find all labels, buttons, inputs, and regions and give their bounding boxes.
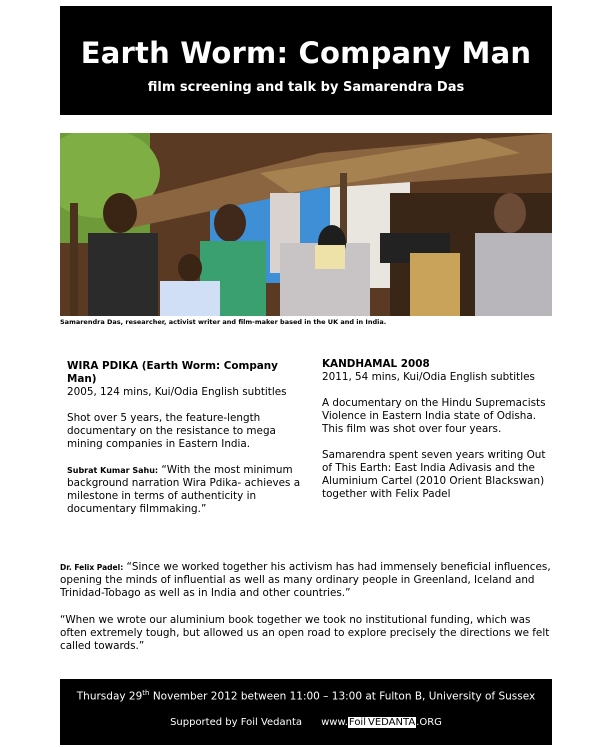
film1-quote-author: Subrat Kumar Sahu: [67, 466, 159, 475]
event-date-prefix: Thursday 29 [76, 690, 143, 703]
film2-title: KANDHAMAL 2008 [322, 358, 430, 370]
poster-header [60, 6, 552, 115]
photo-caption: Samarendra Das, researcher, activist writer and film-maker based in the UK and in India. [60, 318, 387, 326]
supported-by: Supported by Foil Vedanta [170, 716, 303, 728]
padel-quote: “Since we worked together his activism has had immensely beneficial influences, opening the minds of influential as well as many ordinary people in Greenland, Iceland and Trinidad-Tobago as well as in India and other countries.” [60, 561, 551, 600]
padel-name: Dr. Felix Padel: [60, 563, 124, 572]
film1-description: Shot over 5 years, the feature-length documentary on the resistance to mega mining companies in Eastern India. [67, 412, 276, 450]
event-bar [60, 679, 552, 745]
site-suffix: .ORG [416, 716, 442, 728]
quotes-section [60, 561, 552, 653]
event-date-suffix: th [142, 689, 150, 697]
poster-subtitle: film screening and talk by Samarendra Das [147, 80, 465, 95]
film-crew-photo-illustration [60, 133, 552, 316]
support-line [60, 717, 552, 728]
book-note: Samarendra spent seven years writing Out of This Earth: East India Adivasis and the Aluminium Cartel (2010 Orient Blackswan) together with Felix Padel [322, 449, 546, 500]
film1-quote-block [67, 464, 303, 516]
film1-quote: “With the most minimum background narration Wira Pdika- achieves a milestone in terms of authenticity in documentary filmmaking.” [67, 464, 301, 515]
padel-quote-block [60, 561, 552, 601]
film2-column [322, 358, 558, 501]
film1-title: WIRA PDIKA (Earth Worm: Company Man) [67, 360, 278, 385]
site-vedanta: VEDANTA [368, 716, 416, 728]
book-quote: “When we wrote our aluminium book together we took no institutional funding, which was often extremely tough, but allowed us an open road to explore precisely the directions we felt called towards.” [60, 613, 550, 653]
site-prefix: www. [321, 716, 348, 728]
film1-column [67, 360, 303, 516]
event-details: November 2012 between 11:00 – 13:00 at Fulton B, University of Sussex [149, 690, 536, 703]
hero-photo [60, 133, 552, 316]
event-datetime [60, 689, 552, 703]
film1-details: 2005, 124 mins, Kui/Odia English subtitles [67, 386, 287, 398]
film2-description: A documentary on the Hindu Supremacists Violence in Eastern India state of Odisha. This film was shot over four years. [322, 397, 546, 435]
film2-details: 2011, 54 mins, Kui/Odia English subtitles [322, 371, 535, 383]
site-foil: Foil [348, 716, 366, 728]
website-link[interactable] [321, 717, 442, 728]
poster-title: Earth Worm: Company Man [80, 36, 532, 70]
